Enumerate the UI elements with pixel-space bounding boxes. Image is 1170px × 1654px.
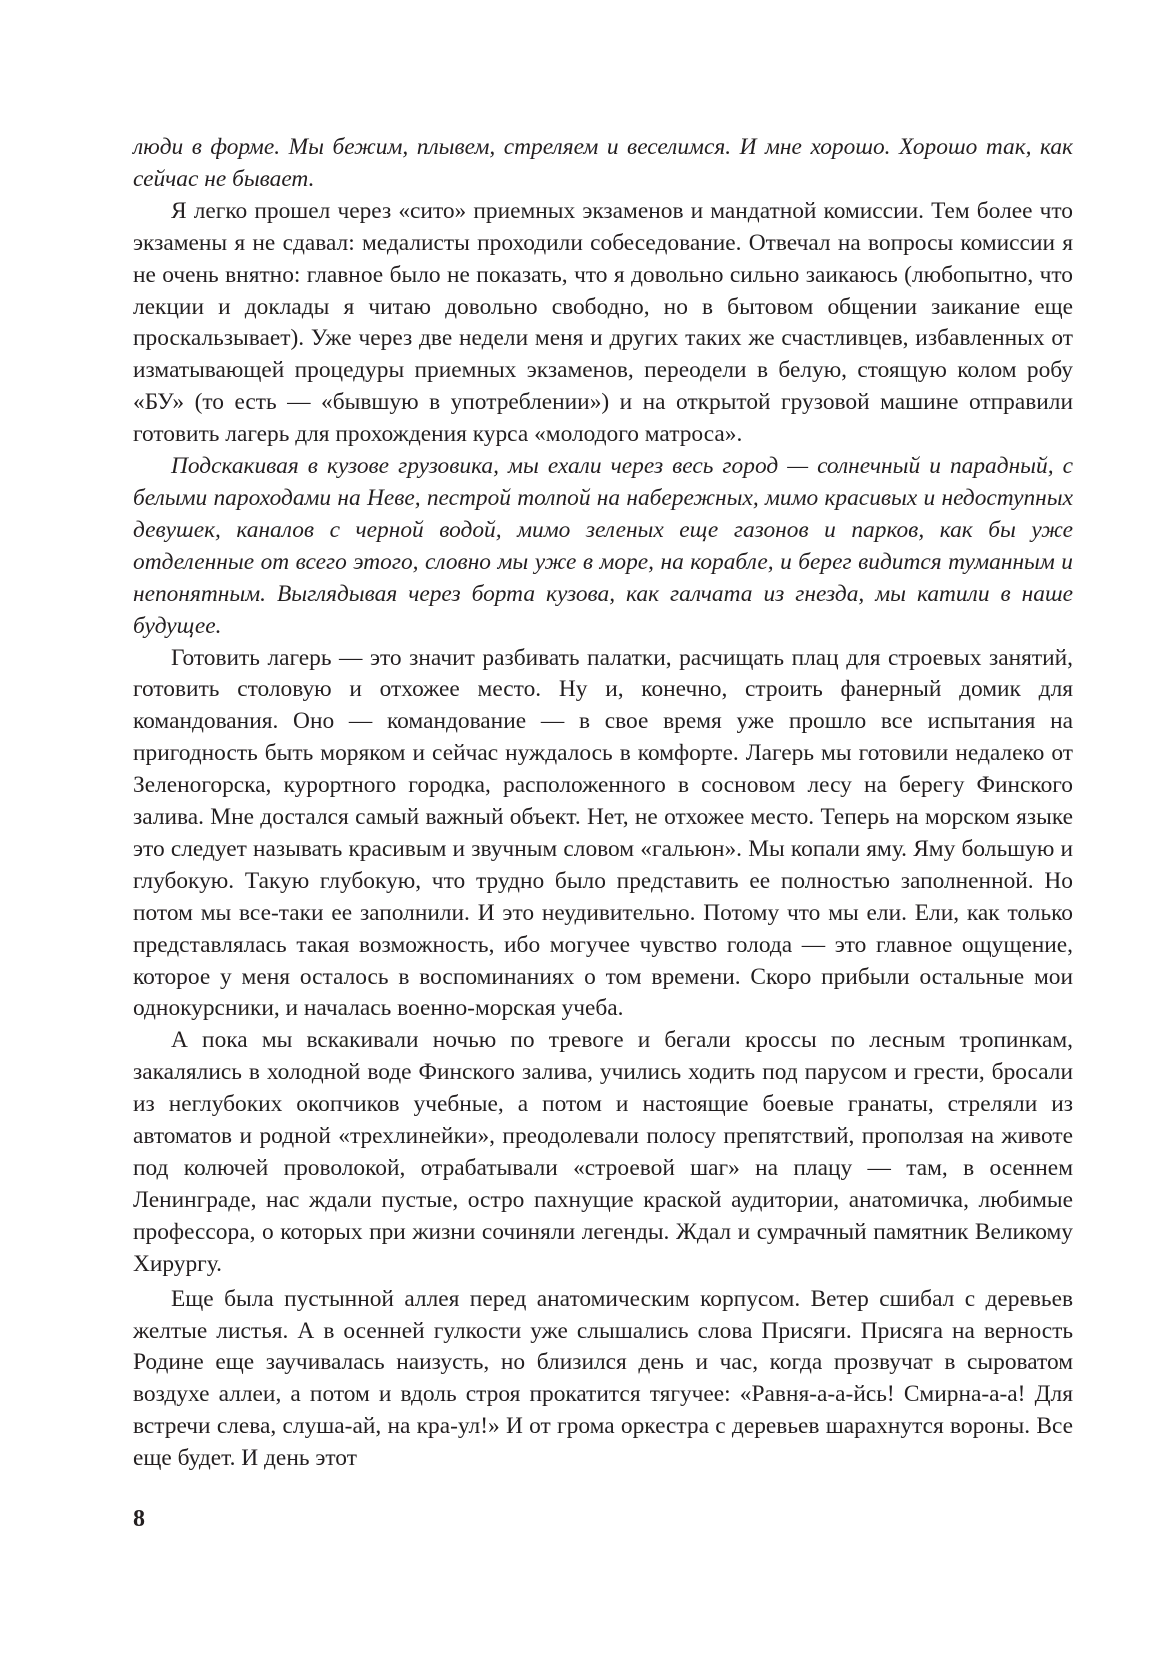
- paragraph-truck-ride: Подскакивая в кузове грузовика, мы ехали через весь город — солнечный и парадный, с белыми пароходами на Неве, пестрой толпой на набережных, мимо красивых и недоступных девушек, каналов с черной водой, мимо зеленых еще газонов и парков, как бы уже отделенные от всего этого, словно мы уже в море, на корабле, и берег видится туманным и непонятным. Выглядывая через борта кузова, как галчата из гнезда, мы катили в наше будущее.: [133, 453, 1073, 639]
- page-number: 8: [133, 1506, 145, 1532]
- paragraph-entrance-exams: Я легко прошел через «сито» приемных экзаменов и мандатной комиссии. Тем более что экзамены я не сдавал: медалисты проходили собеседование. Отвечал на вопросы комиссии я не очень внятно: главное было не показать, что я довольно сильно заикаюсь (любопытно, что лекции и доклады я читаю довольно свободно, но в бытовом общении заикание еще проскальзывает). Уже через две недели меня и других таких же счастливцев, избавленных от изматывающей процедуры приемных экзаменов, переодели в белую, стоящую колом робу «БУ» (то есть — «бывшую в употреблении») и на открытой грузовой машине отправили готовить лагерь для прохождения курса «молодого матроса».: [133, 197, 1073, 448]
- paragraph-training: А пока мы вскакивали ночью по тревоге и бегали кроссы по лесным тропинкам, закалялись в холодной воде Финского залива, учились ходить под парусом и грести, бросали из неглубоких окопчиков учебные, а потом и настоящие боевые гранаты, стреляли из автоматов и родной «трехлинейки», преодолевали полосу препятствий, проползая на животе под колючей проволокой, отрабатывали «строевой шаг» на плацу — там, в осеннем Ленинграде, нас ждали пустые, остро пахнущие краской аудитории, анатомичка, любимые профессора, о которых при жизни сочиняли легенды. Ждал и сумрачный памятник Великому Хирургу.: [133, 1027, 1073, 1277]
- page-body: [133, 132, 1073, 1475]
- paragraph-italic-continuation: люди в форме. Мы бежим, плывем, стреляем и веселимся. И мне хорошо. Хорошо так, как сейчас не бывает.: [133, 134, 1073, 192]
- paragraph-oath: Еще была пустынной аллея перед анатомическим корпусом. Ветер сшибал с деревьев желтые листья. А в осенней гулкости уже слышались слова Присяги. Присяга на верность Родине еще заучивалась наизусть, но близился день и час, когда прозвучат в сыроватом воздухе аллеи, а потом и вдоль строя прокатится тягучее: «Равня-а-а-йсь! Смирна-а-а! Для встречи слева, слуша-ай, на кра-ул!» И от грома оркестра с деревьев шарахнутся вороны. Все еще будет. И день этот: [133, 1285, 1073, 1472]
- paragraph-camp-setup: Готовить лагерь — это значит разбивать палатки, расчищать плац для строевых занятий, готовить столовую и отхожее место. Ну и, конечно, строить фанерный домик для командования. Оно — командование — в свое время уже прошло все испытания на пригодность быть моряком и сейчас нуждалось в комфорте. Лагерь мы готовили недалеко от Зеленогорска, курортного городка, расположенного в сосновом лесу на берегу Финского залива. Мне достался самый важный объект. Нет, не отхожее место. Теперь на морском языке это следует называть красивым и звучным словом «гальюн». Мы копали яму. Яму большую и глубокую. Такую глубокую, что трудно было представить ее полностью заполненной. Но потом мы все-таки ее заполнили. И это неудивительно. Потому что мы ели. Ели, как только представлялась такая возможность, ибо могучее чувство голода — это главное ощущение, которое у меня осталось в воспоминаниях о том времени. Скоро прибыли остальные мои однокурсники, и началась военно-морская учеба.: [133, 644, 1073, 1022]
